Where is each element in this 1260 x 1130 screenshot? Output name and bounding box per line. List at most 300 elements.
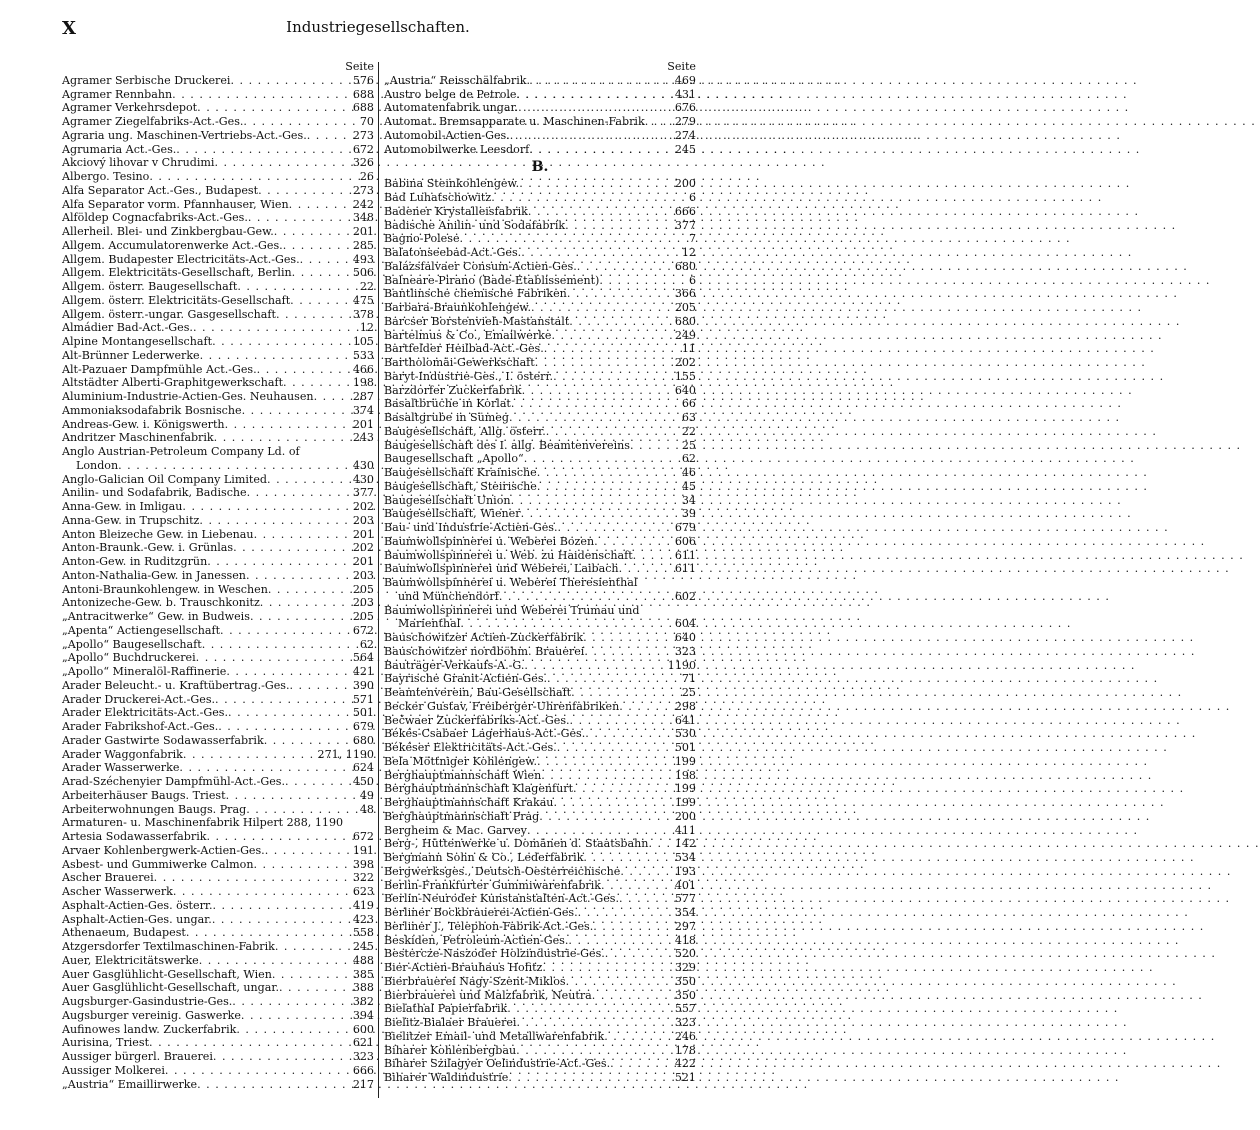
- entry-name: Arader Wasserwerke: [62, 761, 180, 775]
- entry-name: Bergwerksges., Deutsch-Oesterreichische: [384, 864, 621, 878]
- entry-name: Berghauptmannschaft Klagenfurt: [384, 782, 574, 796]
- dot-leader: [206, 830, 350, 844]
- entry-page: 521: [674, 1071, 696, 1084]
- index-entry: [62, 995, 374, 1009]
- dot-leader: [531, 301, 673, 315]
- entry-name: Bauschowitzer Actien-Zuckerfabrik: [384, 631, 584, 644]
- index-entry: [62, 390, 374, 404]
- entry-name: Anton Bleizeche Gew. in Liebenau: [62, 527, 254, 541]
- entry-page: 680: [674, 314, 696, 328]
- entry-page: 205: [674, 301, 696, 314]
- entry-page: 350: [674, 974, 696, 988]
- column-divider: [378, 62, 379, 1098]
- index-entry: [384, 425, 696, 439]
- dot-leader: [197, 101, 351, 115]
- dot-leader: [551, 329, 672, 343]
- entry-page: 70: [359, 115, 374, 128]
- entry-name: Bauträger-Verkaufs-A.-G.: [384, 658, 525, 672]
- dot-leader: [215, 693, 351, 707]
- entry-name: Anton-Nathalia-Gew. in Janessen: [62, 568, 246, 582]
- index-entry: [384, 370, 696, 384]
- index-entry: [384, 452, 696, 466]
- entry-name: Berghauptmannschaft Prag: [384, 809, 540, 823]
- index-entry: [384, 604, 696, 618]
- entry-name: Bierbrauerei Nagy-Szent-Miklos: [384, 974, 566, 988]
- index-entry: [384, 260, 696, 274]
- index-entry: [384, 879, 696, 893]
- dot-leader: [566, 975, 673, 989]
- index-entry: [62, 308, 374, 322]
- entry-name: Beskiden, Petroleum-Actien-Ges.: [384, 933, 569, 947]
- entry-name: Arbeiterwohnungen Baugs. Prag: [62, 802, 247, 816]
- entry-page: 298: [674, 699, 696, 713]
- entry-page: 430: [352, 472, 374, 486]
- index-entry: [62, 569, 374, 583]
- dot-leader: [508, 1071, 672, 1085]
- dot-leader: [207, 555, 351, 569]
- entry-page: 394: [352, 1008, 374, 1022]
- index-entry: [384, 810, 696, 824]
- entry-page: 246: [674, 1029, 696, 1043]
- index-entry: [62, 885, 374, 899]
- index-entry: [62, 1050, 374, 1064]
- index-entry: [62, 335, 374, 349]
- entry-name: Automobil-Actien-Ges.: [384, 128, 510, 142]
- index-entry: [384, 700, 696, 714]
- page-title: Industriegesellschaften.: [286, 18, 470, 36]
- entry-page: 680: [674, 259, 696, 273]
- entry-name: Berg-, Hüttenwerke u. Domänen d. Staatsbahn: [384, 837, 649, 851]
- index-entry: [384, 315, 696, 329]
- dot-leader: [521, 246, 680, 260]
- entry-name: Ascher Brauerei: [62, 871, 154, 885]
- index-entry: [62, 1023, 374, 1037]
- dot-leader: [290, 294, 351, 308]
- entry-name: Biharer Kohlenbergbau: [384, 1043, 517, 1057]
- index-entry: [62, 1078, 374, 1092]
- dot-leader: [182, 500, 350, 514]
- entry-name: Bečwaer Zuckerfabriks-Act.-Ges.: [384, 713, 570, 727]
- entry-page: 530: [674, 727, 696, 741]
- entry-name: Andreas-Gew. i. Königswerth: [62, 417, 225, 431]
- entry-page: 191: [352, 843, 374, 857]
- dot-leader: [645, 115, 673, 129]
- index-entry: [62, 445, 374, 459]
- entry-page: 178: [674, 1043, 696, 1057]
- entry-name: Altstädter Alberti-Graphitgewerkschaft: [62, 376, 284, 390]
- entry-name: Biharer Szilagyer Oelindustrie-Act.-Ges.: [384, 1057, 611, 1071]
- index-entry: [384, 74, 696, 88]
- index-entry: [384, 1002, 696, 1016]
- entry-name: Ammoniaksodafabrik Bosnische: [62, 403, 242, 417]
- entry-page: 203: [352, 596, 374, 610]
- dot-leader: [593, 920, 673, 934]
- entry-page: 422: [674, 1057, 696, 1071]
- entry-page: 466: [352, 362, 374, 376]
- entry-page: 34: [681, 493, 696, 507]
- entry-page: 611: [674, 562, 696, 576]
- dot-leader: [220, 624, 351, 638]
- entry-page: 66: [681, 397, 696, 411]
- entry-name: Artesia Sodawasserfabrik: [62, 830, 207, 843]
- entry-name: Balázsfalvaer Consum-Actien-Ges.: [384, 259, 577, 273]
- dot-leader: [246, 803, 358, 817]
- index-entry: [384, 1016, 696, 1030]
- entry-page: 576: [352, 73, 374, 87]
- entry-name: Basaltgrube in Sümeg: [384, 411, 509, 424]
- index-entry: [384, 129, 696, 143]
- entry-page: 398: [352, 857, 374, 871]
- entry-page: 62: [681, 452, 696, 466]
- index-entry: [62, 198, 374, 212]
- index-entry: [62, 899, 374, 913]
- entry-page: 680: [352, 733, 374, 747]
- entry-name: Beamtenverein, Bau-Gesellschaft: [384, 686, 572, 699]
- entry-name: Bartholomäi-Gewerkschaft: [384, 356, 535, 369]
- index-entry: [384, 865, 696, 879]
- dot-leader: [267, 473, 351, 487]
- entry-page: 606: [674, 534, 696, 548]
- entry-page: 411: [674, 823, 696, 837]
- index-entry: [62, 830, 374, 844]
- dot-leader: [620, 865, 672, 879]
- entry-page: 198: [352, 376, 374, 390]
- dot-leader: [179, 761, 350, 775]
- index-entry: [384, 851, 696, 865]
- index-entry: [62, 101, 374, 115]
- entry-name: „Apollo“ Mineralöl-Raffinerie: [62, 665, 227, 678]
- entry-page: 558: [352, 926, 374, 940]
- entry-page: 199: [674, 754, 696, 768]
- section-heading-b: B.: [531, 159, 549, 176]
- entry-page: 193: [674, 864, 696, 878]
- entry-page: 62: [359, 637, 374, 651]
- dot-leader: [510, 129, 673, 143]
- entry-page: 245: [352, 940, 374, 953]
- index-entry: [384, 672, 696, 686]
- entry-page: 273: [352, 128, 374, 142]
- entry-name: Baugesellschaft Union: [384, 493, 511, 507]
- dot-leader: [544, 342, 680, 356]
- entry-name: „Austria“ Reisschälfabrik: [384, 73, 527, 87]
- entry-page: 12: [359, 321, 374, 335]
- entry-name: Bielathal Papierfabrik: [384, 1002, 508, 1016]
- seite-label: Seite: [345, 60, 374, 73]
- entry-page: 22: [359, 280, 374, 293]
- dot-leader: [154, 871, 351, 885]
- entry-page: 46: [681, 466, 696, 479]
- dot-leader: [519, 177, 673, 191]
- dot-leader: [491, 191, 687, 205]
- index-entry: [62, 88, 374, 102]
- dot-leader: [236, 1023, 350, 1037]
- index-entry: [62, 720, 374, 734]
- entry-page: 71: [681, 672, 696, 686]
- dot-leader: [213, 899, 351, 913]
- dot-leader: [257, 363, 351, 377]
- entry-name: Automobilwerke Leesdorf: [384, 142, 530, 156]
- entry-page: 475: [352, 293, 374, 307]
- dot-leader: [571, 686, 680, 700]
- entry-page: 200: [674, 177, 696, 191]
- entry-name: Ascher Wasserwerk: [62, 885, 173, 898]
- index-entry: [384, 466, 696, 480]
- entry-page: 22: [681, 424, 696, 438]
- dot-leader: [276, 308, 351, 322]
- dot-leader: [569, 315, 673, 329]
- right-index-list-a: [384, 74, 696, 157]
- entry-name: Augsburger-Gasindustrie-Ges.: [62, 995, 233, 1008]
- index-entry: [62, 583, 374, 597]
- dot-leader: [537, 480, 680, 494]
- entry-name: Armaturen- u. Maschinenfabrik Hilpert 288, 1190: [62, 816, 344, 830]
- index-entry: [384, 906, 696, 920]
- entry-page: 419: [352, 898, 374, 912]
- entry-name: Bestercze-Naszoder Holzindustrie-Ges.: [384, 947, 605, 961]
- index-entry: [62, 431, 374, 445]
- index-entry: [62, 748, 374, 762]
- dot-leader: [260, 596, 351, 610]
- entry-page: 201: [352, 527, 374, 541]
- entry-name: Baugesellschaft, Allg. österr.: [384, 424, 546, 438]
- entry-page: 63: [681, 411, 696, 424]
- dot-leader: [585, 727, 673, 741]
- entry-name: Békéser Elektricitäts-Act.-Ges.: [384, 741, 557, 754]
- index-entry: [62, 239, 374, 253]
- entry-name: Bergheim & Mac. Garvey: [384, 823, 527, 837]
- index-entry: [384, 920, 696, 934]
- entry-page: 201: [352, 555, 374, 568]
- dot-leader: [272, 968, 351, 982]
- left-column: [62, 60, 374, 1091]
- entry-name: Asphalt-Actien-Ges. österr.: [62, 898, 213, 912]
- entry-page: 600: [352, 1022, 374, 1036]
- dot-leader: [516, 1016, 672, 1030]
- page-number: X: [62, 18, 76, 39]
- entry-name: Austro belge de Petrole: [384, 87, 517, 101]
- entry-name: Békés-Csabaer Lagerhaus-Act.-Ges.: [384, 727, 586, 741]
- dot-leader: [633, 549, 673, 563]
- entry-page: 469: [674, 73, 696, 87]
- entry-name: Baryt-Industrie-Ges., I. österr.: [384, 369, 554, 383]
- entry-page: 557: [674, 1002, 696, 1016]
- index-entry: [384, 535, 696, 549]
- index-entry: [62, 954, 374, 968]
- dot-leader: [165, 1064, 351, 1078]
- dot-leader: [212, 335, 351, 349]
- index-entry: [62, 74, 374, 88]
- dot-leader: [619, 700, 673, 714]
- index-entry: [62, 115, 374, 129]
- dot-leader: [583, 851, 672, 865]
- index-entry: [384, 115, 696, 129]
- entry-page: 602: [674, 589, 696, 603]
- entry-name: Bielitzer Email- und Metallwarenfabrik: [384, 1029, 605, 1043]
- entry-page: 430: [352, 458, 374, 472]
- index-entry: [384, 143, 696, 157]
- dot-leader: [527, 74, 673, 88]
- entry-page: 39: [681, 507, 696, 521]
- index-entry: [62, 940, 374, 954]
- dot-leader: [264, 734, 351, 748]
- entry-page: 431: [674, 87, 696, 101]
- entry-page: 641: [674, 713, 696, 727]
- dot-leader: [517, 88, 673, 102]
- dot-leader: [254, 528, 351, 542]
- index-entry: [62, 706, 374, 720]
- entry-name: Athenaeum, Budapest: [62, 926, 186, 940]
- dot-leader: [173, 885, 351, 899]
- dot-leader: [232, 995, 351, 1009]
- index-entry: [384, 645, 696, 659]
- entry-page: 273: [352, 183, 374, 197]
- entry-name: „Antracitwerke“ Gew. in Budweis: [62, 610, 250, 623]
- entry-name: Agramer Ziegelfabriks-Act.-Ges.: [62, 115, 244, 128]
- index-entry: [62, 473, 374, 487]
- entry-name: Bantlinsche chemische Fabriken: [384, 287, 567, 301]
- entry-name: Andritzer Maschinenfabrik: [62, 431, 214, 445]
- index-entry: [384, 521, 696, 535]
- entry-page: 520: [674, 947, 696, 961]
- dot-leader: [186, 926, 351, 940]
- dot-leader: [283, 376, 351, 390]
- index-entry: [62, 789, 374, 803]
- dot-leader: [524, 452, 680, 466]
- index-entry: [62, 1064, 374, 1078]
- index-entry: [62, 968, 374, 982]
- index-entry: [384, 88, 696, 102]
- index-entry: [62, 816, 374, 830]
- index-entry: [62, 844, 374, 858]
- entry-name: Alfa Separator vorm. Pfannhauser, Wien: [62, 197, 289, 211]
- index-entry: [62, 926, 374, 940]
- entry-page: 200: [674, 809, 696, 823]
- dot-leader: [594, 535, 673, 549]
- entry-name: Badener Krystalleisfabrik: [384, 204, 528, 218]
- entry-name: Baugesellschaft, Steirische: [384, 479, 537, 493]
- entry-page: 242: [352, 197, 374, 211]
- index-entry: [384, 782, 696, 796]
- index-entry: [384, 837, 696, 851]
- dot-leader: [118, 459, 351, 473]
- entry-page: 6: [688, 273, 696, 287]
- dot-leader: [213, 1050, 351, 1064]
- entry-name: Allgem. österr.-ungar. Gasgesellschaft: [62, 307, 276, 321]
- index-entry: [384, 617, 696, 631]
- dot-leader: [460, 617, 673, 631]
- dot-leader: [250, 610, 351, 624]
- dot-leader: [200, 349, 351, 363]
- entry-name: Atzgersdorfer Textilmaschinen-Fabrik: [62, 940, 275, 953]
- dot-leader: [243, 115, 357, 129]
- entry-name: Bier-Actien-Brauhaus Hofitz: [384, 961, 543, 974]
- dot-leader: [507, 1002, 673, 1016]
- entry-name: Bagno-Polese: [384, 232, 460, 246]
- entry-name: Allgem. österr. Elektricitäts-Gesellschaft: [62, 293, 291, 307]
- entry-page: 423: [352, 912, 374, 926]
- dot-leader: [307, 129, 351, 143]
- entry-page: 274: [674, 128, 696, 142]
- entry-page: 205: [352, 582, 374, 596]
- dot-leader: [509, 411, 680, 425]
- entry-name: Becker Gustav, Freiberger-Uhrenfabriken: [384, 699, 620, 713]
- entry-name: Barzdorfer Zuckerfabrik: [384, 383, 522, 397]
- entry-name: Alt-Pazuaer Dampfmühle Act.-Ges.: [62, 362, 257, 376]
- entry-page: 679: [352, 720, 374, 733]
- entry-page: 199: [674, 796, 696, 809]
- dot-leader: [228, 706, 351, 720]
- index-entry: [62, 528, 374, 542]
- entry-name: Agrumaria Act.-Ges.: [62, 142, 177, 156]
- dot-leader: [242, 404, 351, 418]
- entry-page: 271, 1190: [317, 747, 374, 761]
- entry-name: Bergmann Sohn & Co., Lederfabrik: [384, 851, 584, 864]
- index-entry: [62, 610, 374, 624]
- index-entry: [384, 287, 696, 301]
- dot-leader: [279, 981, 351, 995]
- entry-page: 203: [352, 568, 374, 582]
- index-entry: [384, 727, 696, 741]
- entry-name: Baugesellschaft, Wiener: [384, 507, 521, 521]
- dot-leader: [558, 521, 673, 535]
- entry-page: 672: [352, 142, 374, 156]
- entry-name: Bartfelder Heilbad-Act.-Ges.: [384, 342, 544, 356]
- index-entry: [62, 638, 374, 652]
- entry-page: 285: [352, 238, 374, 252]
- dot-leader: [610, 1057, 673, 1071]
- dot-leader: [583, 631, 673, 645]
- index-entry: [384, 1057, 696, 1071]
- entry-page: 26: [359, 170, 374, 183]
- entry-name: Alpine Montangesellschaft: [62, 335, 213, 348]
- entry-name: Alt-Brünner Lederwerke: [62, 348, 200, 362]
- entry-name: Anton-Braunk.-Gew. i. Grünlas: [62, 541, 234, 555]
- entry-page: 25: [681, 438, 696, 452]
- entry-page: 611: [674, 548, 696, 562]
- dot-leader: [599, 274, 687, 288]
- entry-page: 378: [352, 307, 374, 321]
- index-entry: [384, 576, 696, 590]
- index-entry: [384, 686, 696, 700]
- entry-name: Auer, Elektricitätswerke: [62, 953, 199, 967]
- index-entry: [62, 486, 374, 500]
- entry-name: Badische Anilin- und Sodafabrik: [384, 218, 566, 232]
- index-entry: [384, 892, 696, 906]
- entry-page: 1190: [667, 658, 696, 672]
- dot-leader: [247, 486, 351, 500]
- dot-leader: [172, 88, 351, 102]
- entry-page: 679: [674, 521, 696, 534]
- entry-name: Auer Gasglühlicht-Gesellschaft, ungar.: [62, 981, 279, 995]
- index-entry: [62, 225, 374, 239]
- index-entry: [384, 411, 696, 425]
- entry-page: 418: [674, 933, 696, 947]
- index-entry: [62, 1036, 374, 1050]
- index-entry: [384, 342, 696, 356]
- index-entry: [62, 376, 374, 390]
- index-entry: [62, 404, 374, 418]
- index-entry: [384, 549, 696, 563]
- index-entry: [62, 541, 374, 555]
- entry-name: Asphalt-Actien-Ges. ungar.: [62, 912, 212, 926]
- entry-name: Baugesellschaft „Apollo“: [384, 452, 524, 466]
- dot-leader: [248, 211, 351, 225]
- entry-page: 350: [674, 988, 696, 1002]
- entry-page: 666: [674, 204, 696, 218]
- entry-name: Almádier Bad-Act.-Ges.: [62, 321, 193, 335]
- dot-leader: [539, 810, 673, 824]
- index-entry: [62, 679, 374, 693]
